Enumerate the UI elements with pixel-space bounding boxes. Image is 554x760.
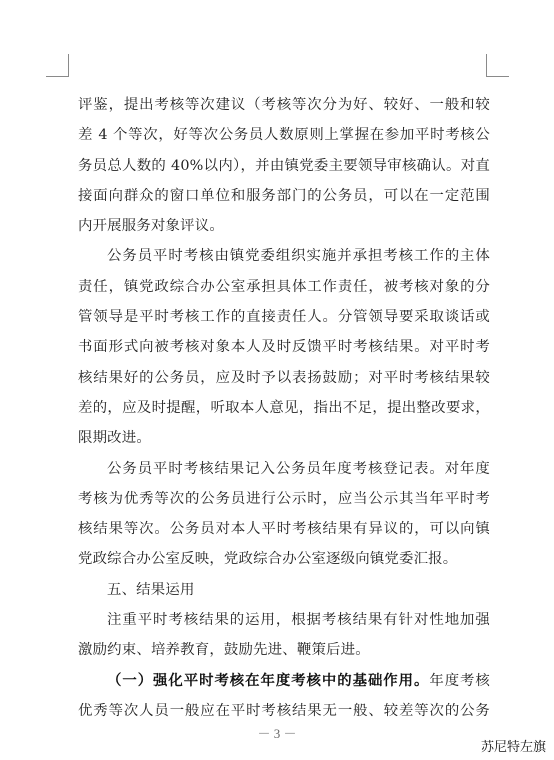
text-line: 核结果等次。公务员对本人平时考核结果有异议的，可以向镇 bbox=[78, 521, 490, 538]
subsection-text: 年度考核 bbox=[429, 672, 490, 689]
text-line: 公务员平时考核结果记入公务员年度考核登记表。对年度 bbox=[107, 460, 490, 477]
section-heading: 五、结果运用 bbox=[107, 581, 195, 598]
source-watermark: 苏尼特左旗 bbox=[480, 740, 546, 755]
text-line: 限期改进。 bbox=[78, 430, 151, 447]
text-line: 责任，镇党政综合办公室承担具体工作责任，被考核对象的分 bbox=[78, 278, 490, 295]
text-line: 核结果好的公务员，应及时予以表扬鼓励；对平时考核结果较 bbox=[78, 369, 490, 386]
text-line: 激励约束、培养教育，鼓励先进、鞭策后进。 bbox=[78, 642, 370, 659]
crop-mark-top-right bbox=[486, 54, 509, 77]
text-line: 差的，应及时提醒，听取本人意见，指出不足，提出整改要求， bbox=[78, 399, 490, 416]
text-line: 公务员平时考核由镇党委组织实施并承担考核工作的主体 bbox=[107, 248, 490, 265]
page-number: － 3 － bbox=[257, 726, 297, 741]
text-line: 差 4 个等次，好等次公务员人数原则上掌握在参加平时考核公 bbox=[78, 127, 490, 144]
crop-mark-top-left bbox=[46, 54, 69, 77]
text-line: 接面向群众的窗口单位和服务部门的公务员，可以在一定范围 bbox=[78, 187, 490, 204]
text-line: 管领导是平时考核工作的直接责任人。分管领导要采取谈话或 bbox=[78, 309, 490, 326]
text-line: 务员总人数的 40%以内），并由镇党委主要领导审核确认。对直 bbox=[78, 157, 490, 174]
document-body bbox=[78, 90, 490, 726]
text-line: 党政综合办公室反映，党政综合办公室逐级向镇党委汇报。 bbox=[78, 551, 458, 568]
text-line: 优秀等次人员一般应在平时考核结果无一般、较差等次的公务 bbox=[78, 702, 490, 719]
subsection-heading: （一）强化平时考核在年度考核中的基础作用。 bbox=[107, 671, 430, 689]
text-line: 书面形式向被考核对象本人及时反馈平时考核结果。对平时考 bbox=[78, 339, 490, 356]
text-line: 评鉴，提出考核等次建议（考核等次分为好、较好、一般和较 bbox=[78, 97, 490, 113]
text-line: 内开展服务对象评议。 bbox=[78, 218, 224, 235]
subsection-line bbox=[78, 666, 490, 696]
text-line: 考核为优秀等次的公务员进行公示时，应当公示其当年平时考 bbox=[78, 490, 490, 507]
text-line: 注重平时考核结果的运用，根据考核结果有针对性地加强 bbox=[107, 612, 490, 629]
